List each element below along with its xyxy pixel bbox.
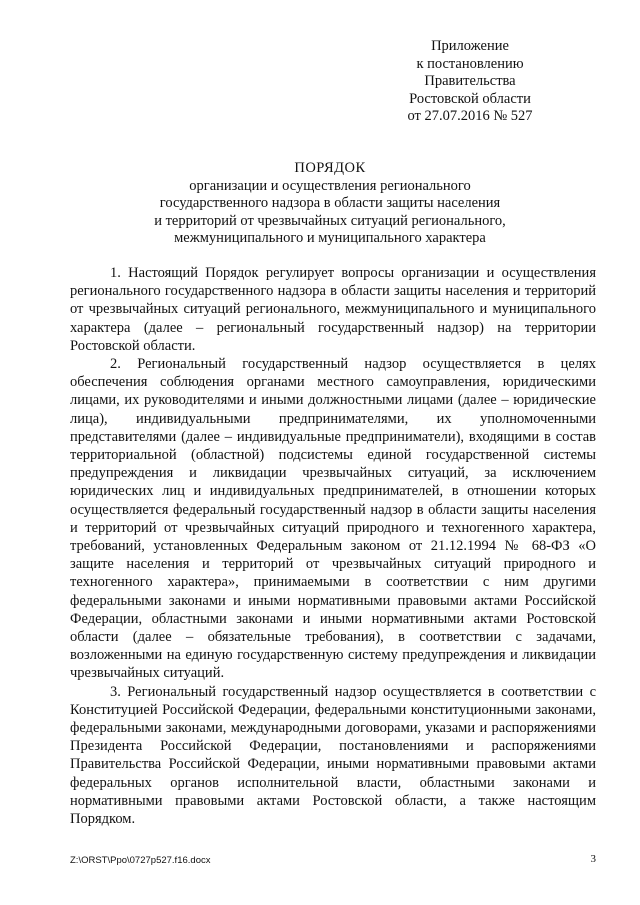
paragraph-1: 1. Настоящий Порядок регулирует вопросы организации и осуществления регионального государственного надзора в области защиты населения и территорий от чрезвычайных ситуаций регионального, межмуниципального и муниципального характера (далее – региональный государственный надзор) на территории Ростовской области. [70, 265, 596, 354]
document-body [70, 264, 596, 828]
appendix-line: от 27.07.2016 № 527 [407, 108, 533, 124]
paragraph-2: 2. Региональный государственный надзор осуществляется в целях обеспечения соблюдения органами местного самоуправления, юридическими лицами, их руководителями и иными должностными лицами (далее – юридические лица), индивидуальными предпринимателями, их уполномоченными представителями (далее – индивидуальные предприниматели), входящими в состав территориальной (областной) подсистемы единой государственной системы предупреждения и ликвидации чрезвычайных ситуаций, за исключением юридических лиц и индивидуальных предпринимателей, в отношении которых осуществляется федеральный государственный надзор в области защиты населения и территорий от чрезвычайных ситуаций природного и техногенного характера, требований, установленных Федеральным законом от 21.12.1994 № 68-ФЗ «О защите населения и территорий от чрезвычайных ситуаций природного и техногенного характера», принимаемыми в соответствии с ним другими федеральными законами и иными нормативными правовыми актами Российской Федерации, областными законами и иными нормативными актами Ростовской области (далее – обязательные требования), в соответствии с задачами, возложенными на единую государственную систему предупреждения и ликвидации чрезвычайных ситуаций. [70, 356, 596, 682]
document-title-block [70, 160, 590, 248]
page-number: 3 [590, 853, 596, 865]
subtitle-line: организации и осуществления регионального [189, 177, 471, 194]
appendix-line: Правительства [424, 73, 516, 89]
subtitle-line: и территорий от чрезвычайных ситуаций регионального, [154, 212, 506, 229]
file-path-footer: Z:\ORST\Ppo\0727p527.f16.docx [70, 855, 211, 866]
paragraph-3: 3. Региональный государственный надзор осуществляется в соответствии с Конституцией Российской Федерации, федеральными конституционными законами, федеральными законами, международными договорами, указами и распоряжениями Президента Российской Федерации, постановлениями и распоряжениями Правительства Российской Федерации, иными нормативными правовыми актами федеральных органов исполнительной власти, областными законами и нормативными правовыми актами Ростовской области, а также настоящим Порядком. [70, 683, 596, 828]
appendix-note [360, 38, 580, 126]
appendix-line: к постановлению [416, 55, 524, 72]
appendix-line: Ростовской области [409, 90, 531, 107]
appendix-line: Приложение [431, 38, 509, 54]
subtitle-line: межмуниципального и муниципального характера [174, 230, 486, 246]
document-title: ПОРЯДОК [294, 160, 366, 176]
subtitle-line: государственного надзора в области защиты населения [159, 195, 501, 211]
